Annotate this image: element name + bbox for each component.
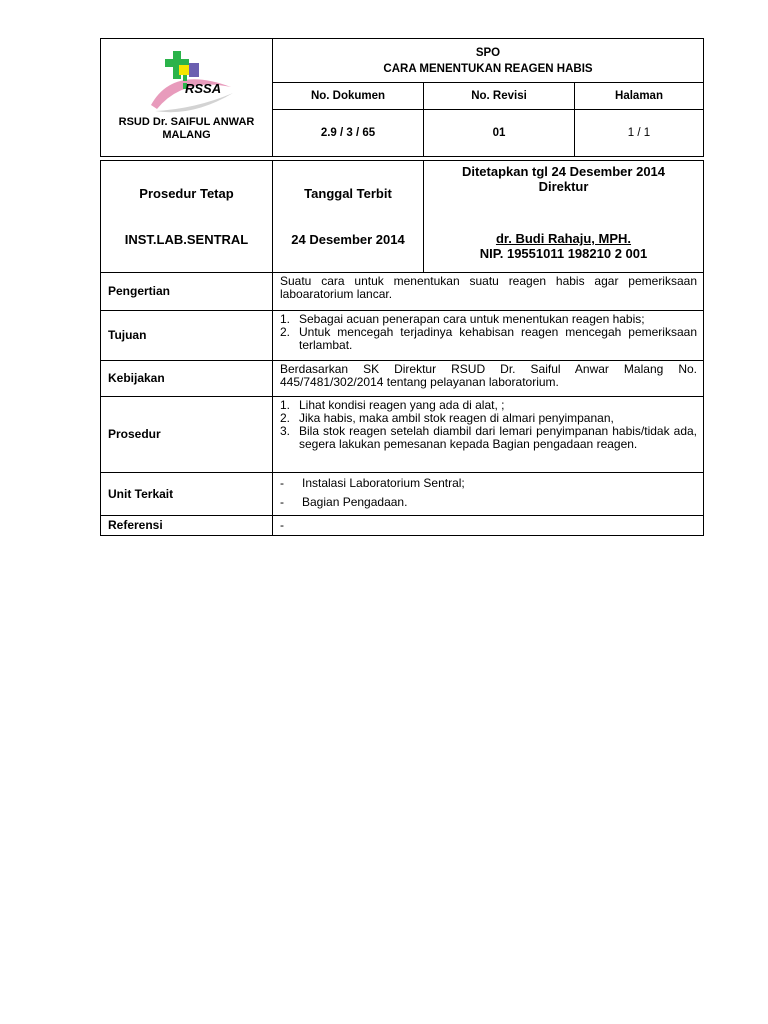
row-tujuan xyxy=(101,310,704,360)
list-item: 2. Jika habis, maka ambil stok reagen di almari penyimpanan, xyxy=(280,410,614,425)
no-dokumen-label: No. Dokumen xyxy=(273,83,424,110)
tujuan-label: Tujuan xyxy=(101,310,273,360)
kebijakan-text: Berdasarkan SK Direktur RSUD Dr. Saiful Anwar Malang No. 445/7481/302/2014 tentang pelayanan laboratorium. xyxy=(273,360,704,396)
tanggal-terbit-cell xyxy=(273,161,424,273)
kebijakan-label: Kebijakan xyxy=(101,360,273,396)
tujuan-content xyxy=(273,310,704,360)
list-item: 3. Bila stok reagen setelah diambil dari lemari penyimpanan habis/tidak ada, segera lakukan pemesanan kepada Bagian pengadaan reagen. xyxy=(280,423,697,451)
row-unit-terkait xyxy=(101,472,704,515)
halaman-label: Halaman xyxy=(575,83,704,110)
signer-name: dr. Budi Rahaju, MPH. xyxy=(495,231,632,246)
pengertian-label: Pengertian xyxy=(101,273,273,310)
pengertian-text: Suatu cara untuk menentukan suatu reagen habis agar pemeriksaan laboaratorium lancar. xyxy=(273,273,704,310)
list-item: 2. Untuk mencegah terjadinya kehabisan reagen mencegah pemeriksaan terlambat. xyxy=(280,324,697,352)
no-dokumen-value: 2.9 / 3 / 65 xyxy=(273,110,424,157)
header-table xyxy=(100,38,704,157)
list-item: 1. Sebagai acuan penerapan cara untuk menentukan reagen habis; xyxy=(280,311,645,326)
ditetapkan-date: Ditetapkan tgl 24 Desember 2014 xyxy=(461,164,666,179)
prosedur-label: Prosedur xyxy=(101,396,273,472)
row-pengertian xyxy=(101,273,704,310)
halaman-value: 1 / 1 xyxy=(575,110,704,157)
unit-name: INST.LAB.SENTRAL xyxy=(124,232,249,247)
jabatan: Direktur xyxy=(538,179,589,194)
row-prosedur xyxy=(101,396,704,472)
ditetapkan-cell xyxy=(424,161,704,273)
no-revisi-value: 01 xyxy=(424,110,575,157)
prosedur-tetap-cell xyxy=(101,161,273,273)
tanggal-terbit-label: Tanggal Terbit xyxy=(304,186,392,201)
doc-title: CARA MENENTUKAN REAGEN HABIS xyxy=(383,62,593,75)
referensi-text: - xyxy=(273,515,704,535)
doc-type: SPO xyxy=(475,46,501,59)
list-item: 1. Lihat kondisi reagen yang ada di alat, ; xyxy=(280,397,505,412)
signer-nip: NIP. 19551011 198210 2 001 xyxy=(479,246,648,261)
content-table xyxy=(100,160,704,273)
logo-cell xyxy=(101,39,273,157)
list-item: - Bagian Pengadaan. xyxy=(280,494,408,509)
logo-text: RSSA xyxy=(185,81,222,96)
sections-table xyxy=(100,273,704,536)
prosedur-tetap-label: Prosedur Tetap xyxy=(139,186,234,201)
referensi-label: Referensi xyxy=(101,515,273,535)
unit-terkait-content xyxy=(273,472,704,515)
spo-title-cell xyxy=(273,39,704,83)
unit-terkait-label: Unit Terkait xyxy=(101,472,273,515)
row-kebijakan xyxy=(101,360,704,396)
tanggal-terbit-value: 24 Desember 2014 xyxy=(291,232,405,247)
prosedur-content xyxy=(273,396,704,472)
list-item: - Instalasi Laboratorium Sentral; xyxy=(280,475,465,490)
no-revisi-label: No. Revisi xyxy=(424,83,575,110)
hospital-name: RSUD Dr. SAIFUL ANWAR MALANG xyxy=(118,116,255,141)
row-referensi xyxy=(101,515,704,535)
rssa-logo xyxy=(143,47,243,119)
spo-document xyxy=(100,38,703,536)
